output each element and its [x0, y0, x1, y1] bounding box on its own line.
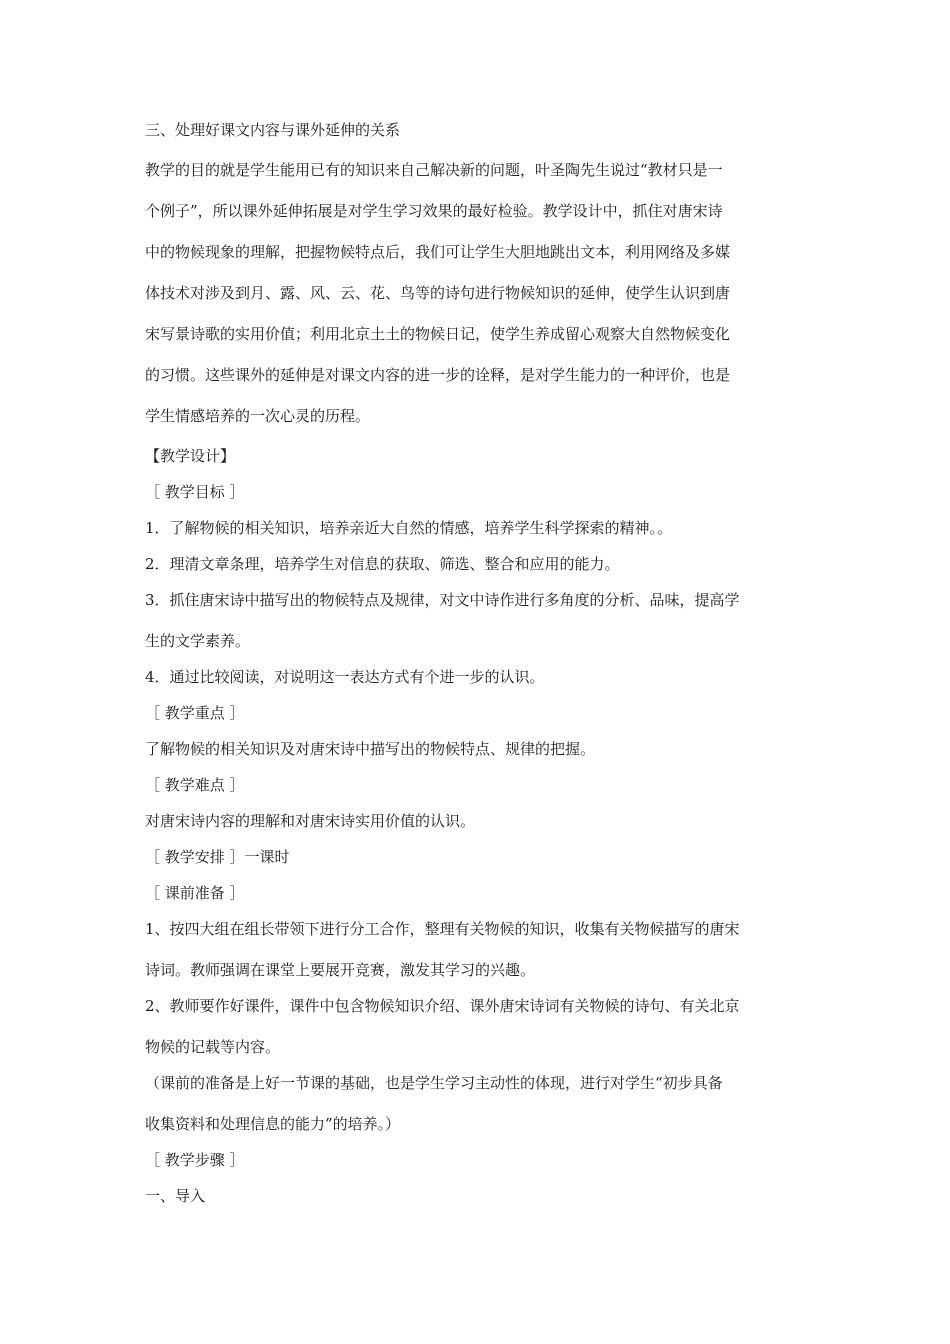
list-item: 1、按四大组在组长带领下进行分工合作，整理有关物候的知识，收集有关物候描写的唐宋	[145, 920, 740, 938]
subsection-heading: ［ 教学难点 ］	[145, 776, 245, 794]
list-item: 1．了解物候的相关知识，培养亲近大自然的情感，培养学生科学探索的精神。。	[145, 519, 673, 537]
subsection-heading: ［ 教学目标 ］	[145, 483, 245, 501]
note-line: 收集资料和处理信息的能力”的培养。）	[145, 1115, 401, 1133]
list-item: 2、教师要作好课件，课件中包含物候知识介绍、课外唐宋诗词有关物候的诗句、有关北京	[145, 997, 740, 1015]
list-item: 3．抓住唐宋诗中描写出的物候特点及规律，对文中诗作进行多角度的分析、品味，提高学	[145, 591, 740, 609]
paragraph-line: 的习惯。这些课外的延伸是对课文内容的进一步的诠释，是对学生能力的一种评价，也是	[145, 366, 731, 384]
section-heading: 一、导入	[145, 1187, 206, 1205]
subsection-heading: ［ 教学安排 ］一课时	[145, 848, 290, 866]
subsection-heading: ［ 课前准备 ］	[145, 884, 245, 902]
paragraph-line: 对唐宋诗内容的理解和对唐宋诗实用价值的认识。	[145, 812, 476, 830]
paragraph-line: 中的物候现象的理解，把握物候特点后，我们可让学生大胆地跳出文本，利用网络及多媒	[145, 243, 731, 261]
paragraph-line: 宋写景诗歌的实用价值；利用北京土土的物候日记，使学生养成留心观察大自然物候变化	[145, 325, 731, 343]
paragraph-line: 教学的目的就是学生能用已有的知识来自己解决新的问题，叶圣陶先生说过“教材只是一	[145, 161, 723, 179]
section-heading: 三、处理好课文内容与课外延伸的关系	[145, 121, 401, 139]
subsection-heading: ［ 教学重点 ］	[145, 704, 245, 722]
note-line: （课前的准备是上好一节课的基础，也是学生学习主动性的体现，进行对学生“初步具备	[145, 1074, 723, 1092]
list-item: 2．理清文章条理，培养学生对信息的获取、筛选、整合和应用的能力。	[145, 555, 620, 573]
section-heading: 【教学设计】	[145, 447, 236, 465]
paragraph-line: 了解物候的相关知识及对唐宋诗中描写出的物候特点、规律的把握。	[145, 740, 596, 758]
subsection-heading: ［ 教学步骤 ］	[145, 1151, 245, 1169]
paragraph-line: 学生情感培养的一次心灵的历程。	[145, 407, 371, 425]
paragraph-line: 个例子”，所以课外延伸拓展是对学生学习效果的最好检验。教学设计中，抓住对唐宋诗	[145, 202, 723, 220]
list-item-continuation: 诗词。教师强调在课堂上要展开竞赛，激发其学习的兴趣。	[145, 961, 536, 979]
list-item-continuation: 物候的记载等内容。	[145, 1038, 281, 1056]
list-item: 4．通过比较阅读，对说明这一表达方式有个进一步的认识。	[145, 668, 545, 686]
paragraph-line: 体技术对涉及到月、露、风、云、花、鸟等的诗句进行物候知识的延伸，使学生认识到唐	[145, 284, 731, 302]
list-item-continuation: 生的文学素养。	[145, 632, 251, 650]
